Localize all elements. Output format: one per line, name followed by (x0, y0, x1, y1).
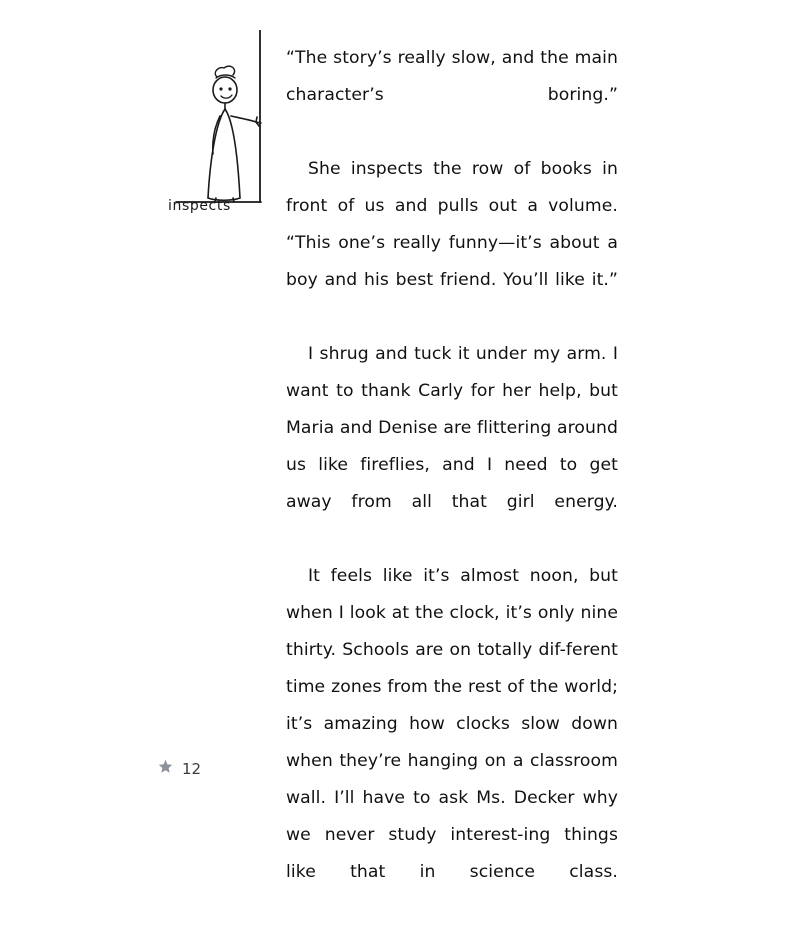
illustration-caption: inspects (168, 198, 231, 214)
body-text-column (286, 40, 618, 928)
paragraph-1: “The story’s really slow, and the main character’s boring.” (286, 48, 618, 105)
star-icon (158, 759, 173, 778)
paragraph-2: She inspects the row of books in front of us and pulls out a volume. “This one’s really funny—it’s about a boy and his best friend. You’ll like it.” (286, 159, 618, 290)
page-number: 12 (182, 759, 202, 778)
page-footer (158, 759, 201, 778)
girl-inspecting-bookshelf-doodle (120, 30, 280, 260)
paragraph-3: I shrug and tuck it under my arm. I want to thank Carly for her help, but Maria and Denise are flittering around us like fireflies, and I need to get away from all that girl energy. (286, 344, 618, 512)
paragraph-4: It feels like it’s almost noon, but when I look at the clock, it’s only nine thirty. Schools are on totally dif-ferent time zones from the rest of the world; it’s amazing how clocks slow down when they’re hanging on a classroom wall. I’ll have to ask Ms. Decker why we never study interest-ing things like that in science class. (286, 566, 618, 882)
